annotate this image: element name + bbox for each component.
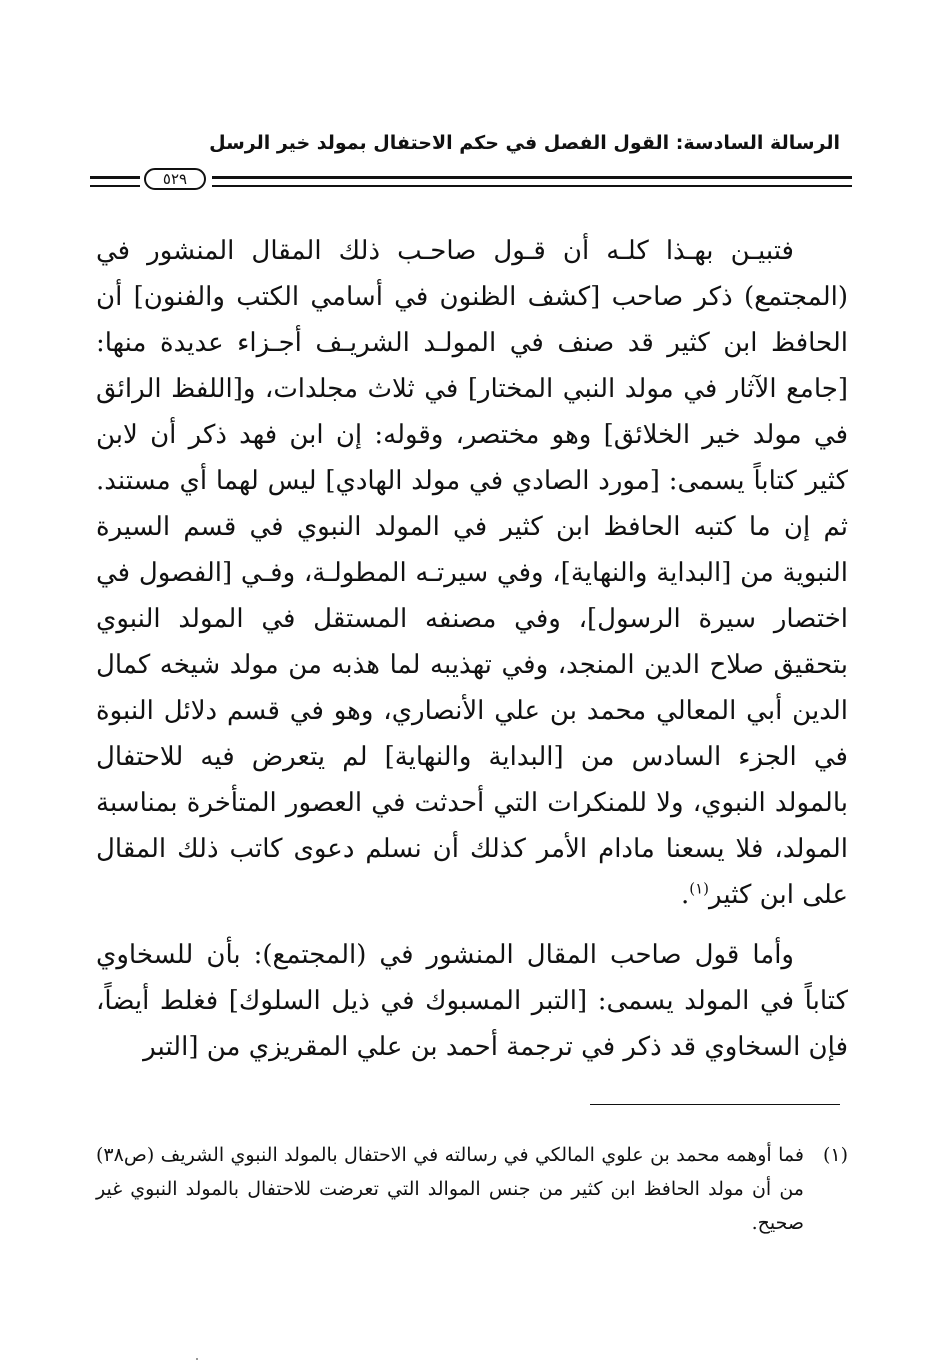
footnote-reference[interactable]: (١): [689, 879, 709, 898]
header-rule-left: [90, 176, 140, 187]
page-number: ٥٢٩: [144, 168, 206, 190]
footnote-marker: (١): [822, 1144, 848, 1166]
paragraph-1-text: فتبيـن بهـذا كلـه أن قـول صاحـب ذلك المقال المنشور في (المجتمع) ذكر صاحب [كشف الظنون في أسامي الكتب والفنون] أن الحافظ ابن كثير قد صنف في المولـد الشريـف أجـزاء عديدة منها: [جامع الآثار في مولد النبي المختار] في ثلاث مجلدات، و[اللفظ الرائق في مولد خير الخلائق] وهو مختصر، وقوله: إن ابن فهد ذكر أن لابن كثير كتاباً يسمى: [مورد الصادي في مولد الهادي] ليس لهما أي مستند. ثم إن ما كتبه الحافظ ابن كثير في المولد النبوي في قسم السيرة النبوية من [البداية والنهاية]، وفي سيرتـه المطولـة، وفـي [الفصول في اختصار سيرة الرسول]، وفي مصنفه المستقل في المولد النبوي بتحقيق صلاح الدين المنجد، وفي تهذيبه لما هذبه من مولد شيخه كمال الدين أبي المعالي محمد بن علي الأنصاري، وهو في قسم دلائل النبوة في الجزء السادس من [البداية والنهاية] لم يتعرض فيه للاحتفال بالمولد النبوي، ولا للمنكرات التي أحدثت في العصور المتأخرة بمناسبة المولد، فلا يسعنا مادام الأمر كذلك أن نسلم دعوى كاتب ذلك المقال على ابن كثير: [96, 236, 848, 910]
paragraph-2: وأما قول صاحب المقال المنشور في (المجتمع): بأن للسخاوي كتاباً في المولد يسمى: [التبر المسبوك في ذيل السلوك] فغلط أيضاً، فإن السخاوي قد ذكر في ترجمة أحمد بن علي المقريزي من [التبر: [96, 940, 848, 1062]
header-rule-right: [212, 176, 852, 187]
header-rule: [90, 168, 852, 190]
footnote: [96, 1138, 848, 1240]
footnote-separator: [590, 1104, 840, 1105]
main-text: [96, 228, 848, 1070]
running-title: الرسالة السادسة: القول الفصل في حكم الاحتفال بمولد خير الرسل: [209, 132, 840, 154]
paragraph-1-end: .: [680, 880, 690, 910]
footnote-text: فما أوهمه محمد بن علوي المالكي في رسالته في الاحتفال بالمولد النبوي الشريف (ص٣٨) من أن مولد الحافظ ابن كثير من جنس الموالد التي تعرضت للاحتفال بالمولد النبوي غير صحيح.: [96, 1144, 804, 1234]
scan-speck: [196, 1358, 198, 1360]
paragraph-1: [96, 228, 848, 918]
